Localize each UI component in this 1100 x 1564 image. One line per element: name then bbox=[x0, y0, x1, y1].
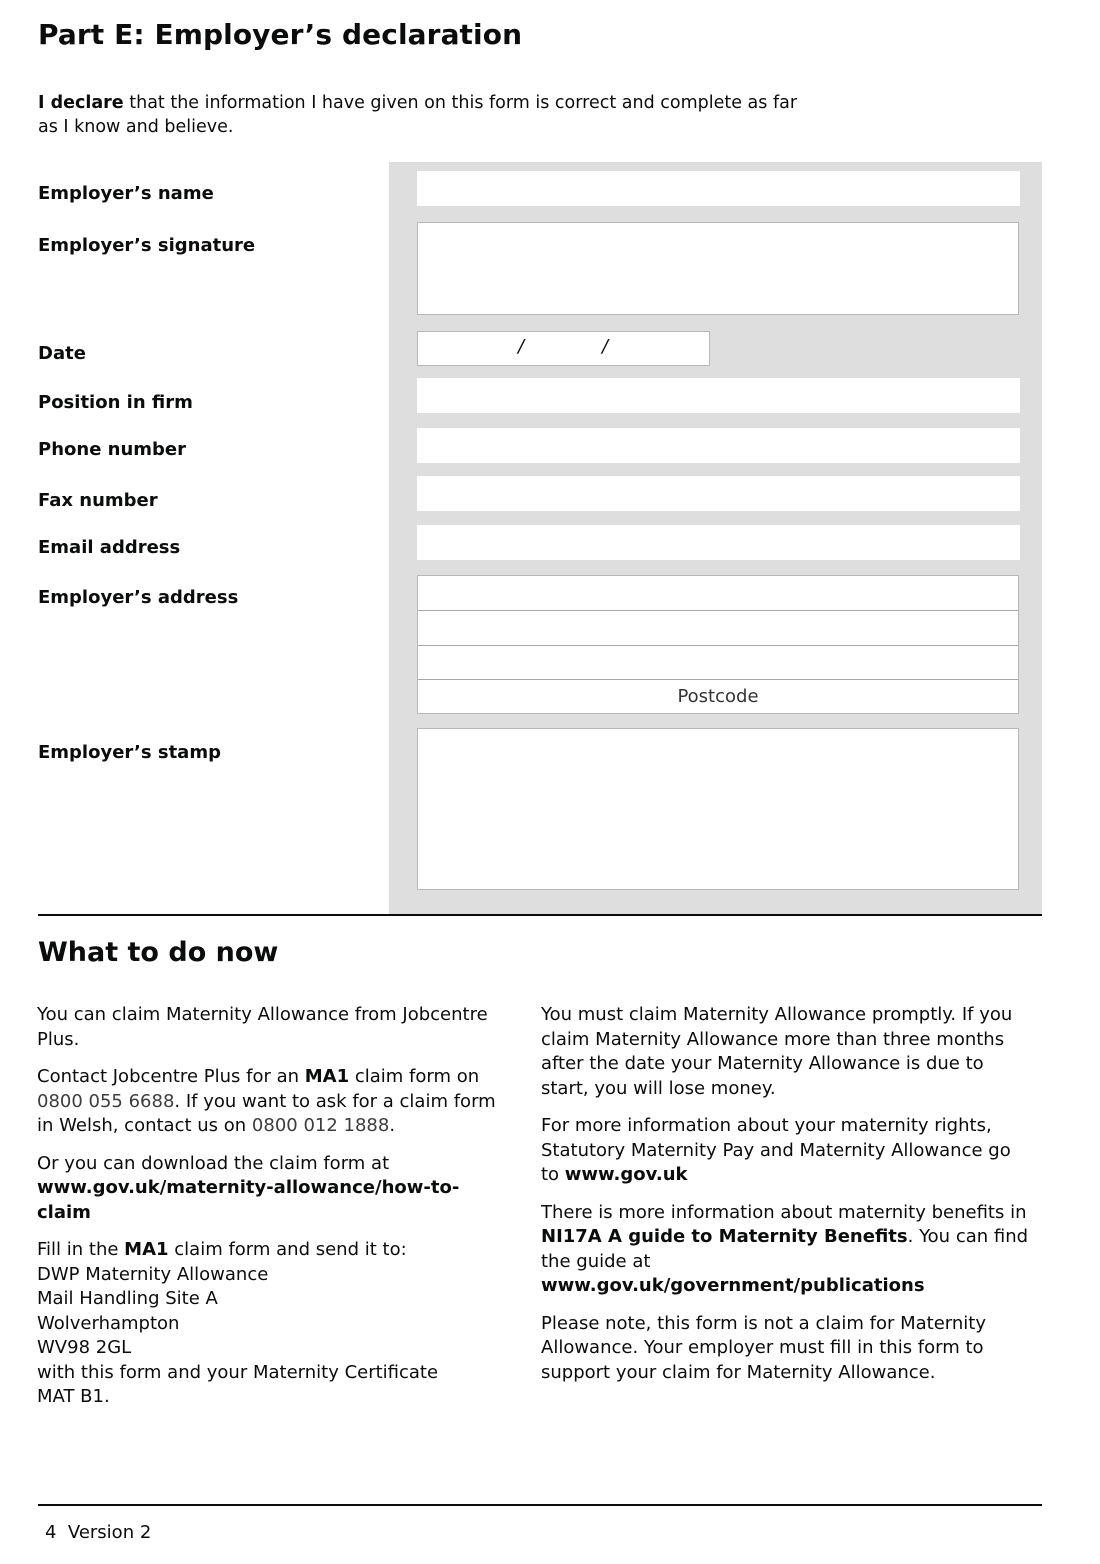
page-title: Part E: Employer’s declaration bbox=[38, 18, 523, 51]
employer-name-field[interactable] bbox=[417, 171, 1020, 206]
right-paragraph-4: Please note, this form is not a claim for Maternity Allowance. Your employer must fill in this form to support your claim for Maternity Allowance. bbox=[541, 1312, 986, 1383]
left-paragraph-2: Contact Jobcentre Plus for an MA1 claim form on 0800 055 6688. If you want to ask for a claim form in Welsh, contact us on 0800 012 1888. bbox=[37, 1066, 496, 1136]
left-paragraph-1: You can claim Maternity Allowance from Jobcentre Plus. bbox=[37, 1004, 488, 1050]
footer-divider bbox=[38, 1504, 1042, 1506]
page-number: 4 bbox=[45, 1522, 57, 1543]
stamp-label: Employer’s stamp bbox=[38, 742, 221, 763]
date-separator-1: / bbox=[518, 336, 525, 357]
date-separator-2: / bbox=[602, 336, 609, 357]
enclosure-note: with this form and your Maternity Certificate bbox=[37, 1361, 439, 1383]
declaration-line2: as I know and believe. bbox=[38, 117, 234, 137]
email-label: Email address bbox=[38, 537, 181, 558]
postal-address-line: Mail Handling Site A bbox=[37, 1288, 218, 1309]
postal-address-line: Wolverhampton bbox=[37, 1312, 180, 1334]
address-line-divider bbox=[418, 610, 1018, 611]
phone-label: Phone number bbox=[38, 439, 187, 460]
address-line-divider bbox=[418, 679, 1018, 680]
left-paragraph-4: Fill in the MA1 claim form and send it to: DWP Maternity Allowance Mail Handling Site A Wolverhampton WV98 2GL with this form and your Maternity Certificate MAT B1. bbox=[37, 1239, 439, 1407]
declaration-line1: that the information I have given on this form is correct and complete as far bbox=[123, 93, 798, 113]
left-paragraph-3: Or you can download the claim form at www.gov.uk/maternity-allowance/how-to-claim bbox=[37, 1152, 460, 1223]
what-to-do-title: What to do now bbox=[38, 937, 279, 968]
employer-name-label: Employer’s name bbox=[38, 183, 214, 204]
employer-signature-field[interactable] bbox=[417, 222, 1019, 315]
right-paragraph-1: You must claim Maternity Allowance promptly. If you claim Maternity Allowance more than three months after the date your Maternity Allowance is due to start, you will lose money. bbox=[541, 1004, 1013, 1099]
section-divider bbox=[38, 914, 1042, 916]
date-field[interactable] bbox=[417, 331, 710, 366]
declaration-bold: I declare bbox=[38, 93, 124, 113]
employer-stamp-field[interactable] bbox=[417, 728, 1019, 890]
employer-signature-label: Employer’s signature bbox=[38, 235, 256, 256]
postcode-label: Postcode bbox=[677, 686, 759, 707]
fax-label: Fax number bbox=[38, 490, 158, 511]
page-footer bbox=[45, 1522, 151, 1543]
address-label: Employer’s address bbox=[38, 587, 239, 608]
position-field[interactable] bbox=[417, 378, 1020, 413]
address-line-divider bbox=[418, 645, 1018, 646]
welsh-phone-number-link[interactable]: 0800 012 1888 bbox=[251, 1115, 390, 1136]
right-paragraph-3: There is more information about maternity benefits in NI17A A guide to Maternity Benefits. You can find the guide at www.gov.uk/government/publications bbox=[541, 1201, 1029, 1296]
claim-form-link[interactable]: www.gov.uk/maternity-allowance/how-to-claim bbox=[37, 1177, 460, 1223]
employer-address-field[interactable] bbox=[417, 575, 1019, 714]
position-label: Position in firm bbox=[38, 392, 193, 413]
date-label: Date bbox=[38, 343, 86, 364]
version-label: Version 2 bbox=[67, 1522, 152, 1543]
declaration-text bbox=[38, 91, 858, 139]
gov-uk-link[interactable]: www.gov.uk bbox=[564, 1164, 688, 1185]
right-column bbox=[541, 1003, 1031, 1398]
enclosure-note: MAT B1. bbox=[37, 1386, 110, 1407]
publications-link[interactable]: www.gov.uk/government/publications bbox=[541, 1275, 925, 1296]
fax-field[interactable] bbox=[417, 476, 1020, 511]
postal-address-line: WV98 2GL bbox=[37, 1337, 132, 1358]
postal-address-line: DWP Maternity Allowance bbox=[37, 1263, 269, 1285]
right-paragraph-2: For more information about your maternity rights, Statutory Maternity Pay and Maternity Allowance go to www.gov.uk bbox=[541, 1115, 1011, 1185]
email-field[interactable] bbox=[417, 525, 1020, 560]
phone-field[interactable] bbox=[417, 428, 1020, 463]
phone-number-link[interactable]: 0800 055 6688 bbox=[37, 1090, 175, 1112]
left-column bbox=[37, 1003, 507, 1423]
